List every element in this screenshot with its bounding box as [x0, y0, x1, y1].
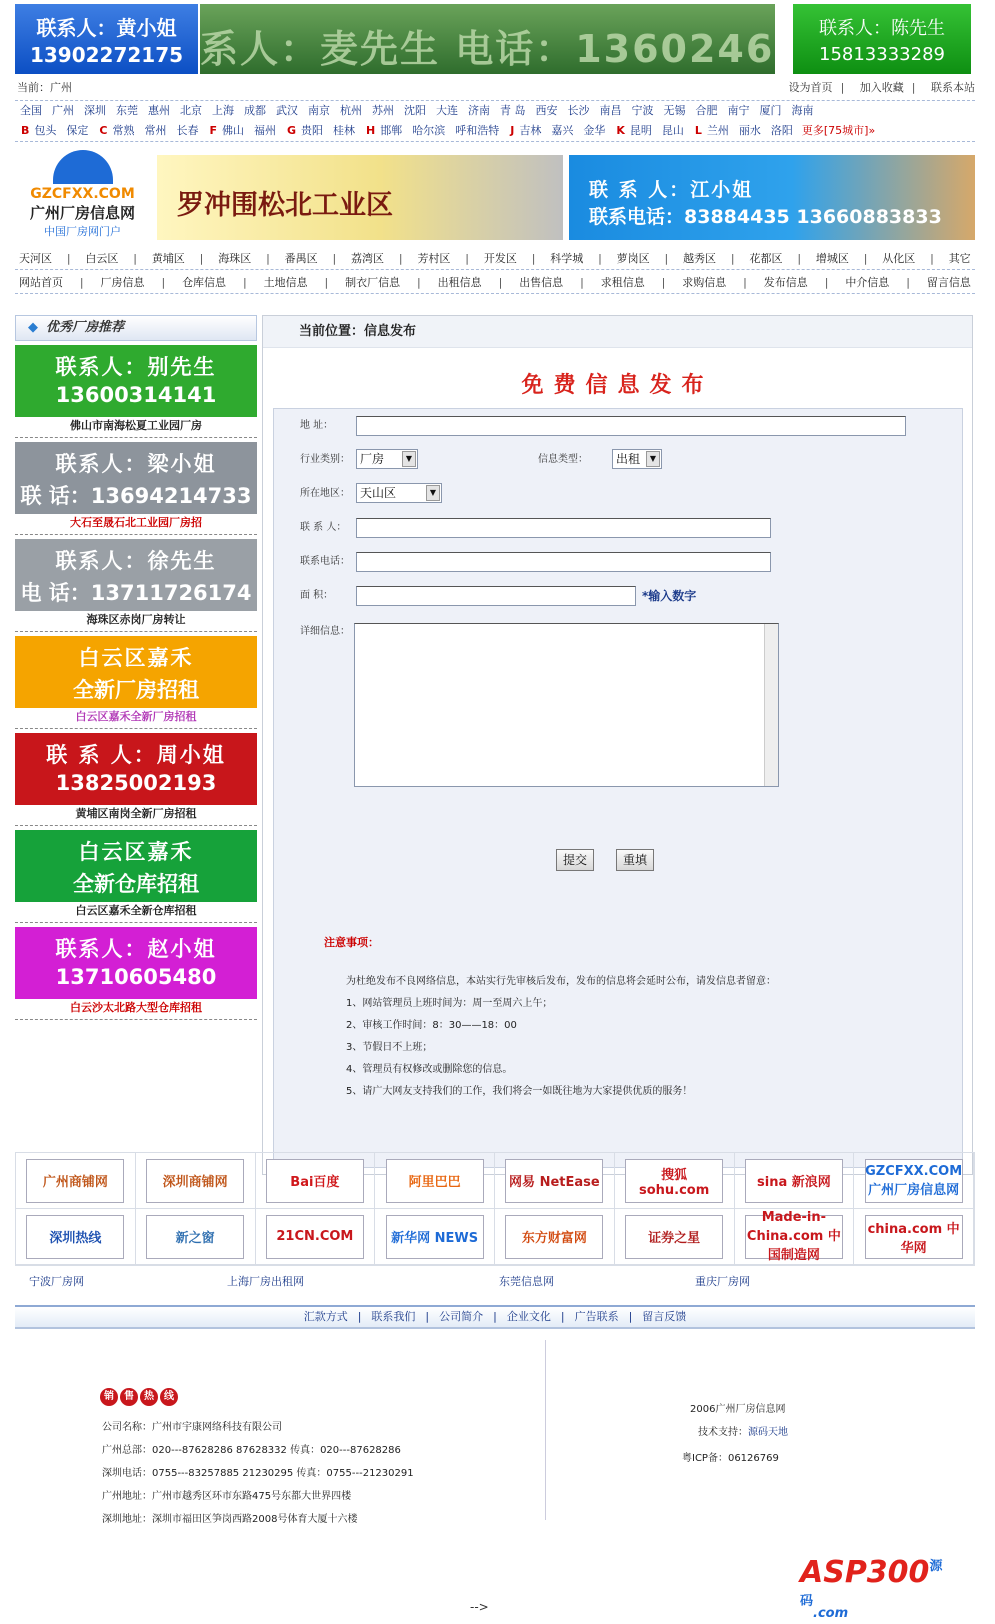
nav-separator: | [417, 276, 421, 289]
main-nav-item[interactable]: 留言信息 [926, 276, 971, 289]
friend-links [15, 1273, 975, 1293]
city-letter: K [616, 124, 625, 137]
partner-cell [256, 1209, 376, 1265]
tech-support-label: 技术支持： [698, 1427, 748, 1438]
nav-separator: | [242, 276, 247, 289]
location-bar [17, 79, 975, 95]
partner-logo[interactable]: 证券之星 [625, 1215, 723, 1259]
footer-nav-separator: | [357, 1310, 362, 1323]
district-nav-item[interactable]: 荔湾区 [351, 252, 385, 265]
district-nav-item[interactable]: 花都区 [749, 252, 783, 265]
city-link[interactable]: 嘉兴 [551, 124, 574, 137]
city-link[interactable]: 上海 [212, 104, 234, 117]
nav-separator: | [661, 276, 666, 289]
banner-left-contact: 联系人：黄小姐 [36, 16, 177, 40]
sidebar-ad-line1: 联系人：别先生 [55, 355, 217, 379]
sidebar-ad-line2: 全新仓库招租 [73, 872, 199, 896]
sidebar-ad-image[interactable] [15, 539, 257, 611]
city-link[interactable]: 苏州 [372, 104, 394, 117]
city-link[interactable]: 丽水 [738, 124, 761, 137]
sidebar-ad-line1: 白云区嘉禾 [78, 646, 194, 670]
partner-logo[interactable]: 搜狐 sohu.com [625, 1159, 723, 1203]
asp300-logo-cn: 源码 [800, 1559, 943, 1609]
nav-separator: | [930, 252, 934, 265]
info-type-select-value: 出租 [616, 452, 641, 466]
partner-logo[interactable]: 深圳热线 [26, 1215, 124, 1259]
nav-separator: | [598, 252, 602, 265]
contact-label: 联 系 人： [300, 522, 347, 533]
sidebar-ad[interactable] [15, 733, 257, 826]
main-nav-item[interactable]: 求租信息 [600, 276, 645, 289]
icp-record: 粤ICP备：06126769 [682, 1453, 779, 1464]
district-nav-item[interactable]: 海珠区 [218, 252, 252, 265]
sidebar-ad[interactable] [15, 830, 257, 923]
sidebar-ad-image[interactable] [15, 442, 257, 514]
banner-left-phone: 13902272175 [29, 43, 184, 67]
footer-nav-item[interactable]: 广告联系 [574, 1310, 619, 1323]
notice-item: 2、审核工作时间：8：30——18：00 [346, 1020, 517, 1031]
main-nav-item[interactable]: 出租信息 [437, 276, 482, 289]
sidebar-ad[interactable] [15, 442, 257, 535]
city-letter: F [209, 124, 217, 137]
current-city: 当前：广州 [17, 81, 72, 94]
nav-separator: | [199, 252, 204, 265]
phone-input[interactable] [356, 552, 771, 572]
footer-nav-item[interactable]: 汇款方式 [303, 1310, 348, 1323]
city-link[interactable]: 深圳 [84, 104, 106, 117]
sidebar-ad-caption[interactable]: 大石至晟石北工业园厂房招 [70, 516, 202, 529]
partner-cell [615, 1153, 735, 1209]
nav-separator: | [161, 276, 166, 289]
nav-separator: | [79, 276, 84, 289]
city-link[interactable]: 长春 [176, 124, 199, 137]
sidebar-ad-line1: 联系人：徐先生 [55, 549, 217, 573]
partner-cell [375, 1153, 495, 1209]
partner-logo[interactable]: 新之窗 [146, 1215, 244, 1259]
banner-ad-left[interactable] [15, 4, 198, 74]
company-name: 公司名称：广州市宇康网络科技有限公司 [102, 1422, 282, 1433]
banner-ad-right[interactable] [793, 4, 971, 74]
partner-logo[interactable]: 新华网 NEWS [386, 1215, 484, 1259]
sidebar-ad[interactable] [15, 636, 257, 729]
address-label: 地 址： [300, 420, 334, 431]
nav-separator: | [664, 252, 669, 265]
sidebar-ad[interactable] [15, 539, 257, 632]
area-input[interactable] [356, 586, 636, 606]
partner-cell [735, 1209, 855, 1265]
partner-logo[interactable]: 深圳商铺网 [146, 1159, 244, 1203]
area-hint: *输入数字 [642, 589, 697, 603]
city-link[interactable]: 昆明 [629, 124, 652, 137]
partner-cell [854, 1209, 974, 1265]
city-link[interactable]: 常熟 [112, 124, 135, 137]
chevron-down-icon: ▼ [426, 485, 440, 501]
tech-support-link[interactable]: 源码天地 [748, 1427, 788, 1438]
footer-divider [545, 1340, 546, 1520]
sidebar-ad-line2: 13710605480 [55, 965, 217, 989]
sidebar-ad-caption[interactable]: 白云沙太北路大型仓库招租 [70, 1001, 202, 1014]
partner-cell [375, 1209, 495, 1265]
sz-phone: 深圳电话：0755---83257885 21230295 传真：0755---21230291 [102, 1468, 414, 1479]
asp300-logo-text: ASP300 [800, 1555, 930, 1590]
partner-cell [854, 1153, 974, 1209]
main-nav-item[interactable]: 求购信息 [682, 276, 727, 289]
nav-separator: | [797, 252, 802, 265]
city-link[interactable]: 西安 [535, 104, 558, 117]
sidebar-ad-line2: 13825002193 [55, 771, 217, 795]
nav-separator: | [465, 252, 469, 265]
nav-separator: | [332, 252, 337, 265]
sidebar-ad-caption[interactable]: 海珠区赤岗厂房转让 [86, 613, 186, 626]
sidebar-ad-line2: 联 话：13694214733 [20, 484, 252, 508]
sz-address: 深圳地址：深圳市福田区笋岗西路2008号体育大厦十六楼 [102, 1514, 358, 1525]
sidebar-ad-line2: 全新厂房招租 [73, 678, 199, 702]
notice-item: 1、网站管理员上班时间为：周一至周六上午； [346, 998, 553, 1009]
city-link[interactable]: 呼和浩特 [455, 124, 500, 137]
tech-support [698, 1423, 788, 1438]
submit-button[interactable]: 提交 [556, 849, 594, 871]
district-nav-item[interactable]: 从化区 [882, 252, 916, 265]
nav-separator: | [531, 252, 536, 265]
main-nav-item[interactable]: 网站首页 [19, 276, 63, 289]
city-link[interactable]: 厦门 [759, 104, 782, 117]
partner-logo[interactable]: china.com 中华网 [865, 1215, 963, 1259]
sidebar-ad-line1: 联 系 人：周小姐 [46, 743, 226, 767]
sidebar-ad-caption[interactable]: 佛山市南海松夏工业园厂房 [70, 419, 202, 432]
detail-textarea[interactable] [354, 623, 779, 787]
notice-list [346, 971, 776, 1103]
reset-button[interactable]: 重填 [616, 849, 654, 871]
phone-row [300, 551, 355, 573]
breadcrumb: 当前位置：信息发布 [263, 316, 972, 348]
ad-banner-middle[interactable] [157, 155, 563, 240]
partner-logo[interactable]: 21CN.COM [266, 1215, 364, 1259]
address-input[interactable] [356, 416, 906, 436]
friend-link[interactable]: 重庆厂房网 [695, 1275, 750, 1288]
nav-separator: | [743, 276, 747, 289]
sidebar-title [15, 315, 257, 341]
district-nav-item[interactable]: 越秀区 [683, 252, 717, 265]
city-letter: B [21, 124, 30, 137]
nav-separator: | [906, 276, 910, 289]
partner-logo[interactable]: 网易 NetEase [505, 1159, 603, 1203]
district-nav-item[interactable]: 黄埔区 [151, 252, 185, 265]
footer-nav-separator: | [425, 1310, 430, 1323]
main-nav-item[interactable]: 制衣厂信息 [345, 276, 401, 289]
banner-right-contact: 联系人：陈先生 [819, 18, 945, 39]
area-row [300, 585, 355, 607]
city-row-1 [15, 101, 975, 121]
city-link[interactable]: 保定 [66, 124, 89, 137]
publish-form [273, 408, 963, 1168]
contact-site-link[interactable]: 联系本站 [931, 81, 975, 94]
detail-row [300, 621, 355, 643]
nav-separator: | [66, 252, 71, 265]
city-letter: J [510, 124, 515, 137]
city-link[interactable]: 青 岛 [500, 104, 526, 117]
district-nav-item[interactable]: 科学城 [550, 252, 584, 265]
set-homepage-link[interactable]: 设为首页 [788, 81, 833, 94]
region-select[interactable] [356, 483, 442, 503]
nav-separator: | [863, 252, 868, 265]
page-tail: --> [470, 1600, 489, 1614]
city-link[interactable]: 福州 [253, 124, 276, 137]
hotline-char: 热 [140, 1388, 158, 1406]
partner-logo[interactable]: 东方财富网 [505, 1215, 603, 1259]
city-link[interactable]: 洛阳 [770, 124, 793, 137]
site-logo[interactable] [15, 150, 150, 240]
city-link[interactable]: 济南 [468, 104, 490, 117]
notice-title: 注意事项： [324, 936, 379, 949]
nav-separator: | [580, 276, 584, 289]
region-row [300, 483, 355, 505]
sidebar-ad-image[interactable] [15, 733, 257, 805]
notice-item: 为杜绝发布不良网络信息，本站实行先审核后发布，发布的信息将会延时公布，请发信息者留意： [346, 976, 776, 987]
ad-right-phone: 联系电话：83884435 13660883833 [589, 206, 942, 228]
footer-nav-separator: | [560, 1310, 565, 1323]
asp300-logo[interactable] [800, 1555, 965, 1621]
nav-separator: | [324, 276, 329, 289]
house-icon [53, 150, 113, 184]
friend-link[interactable]: 上海厂房出租网 [227, 1275, 304, 1288]
district-nav-item[interactable]: 白云区 [85, 252, 119, 265]
city-letter: H [366, 124, 376, 137]
footer-nav-separator: | [493, 1310, 497, 1323]
city-link[interactable]: 邯郸 [380, 124, 403, 137]
partner-logo[interactable]: 阿里巴巴 [386, 1159, 484, 1203]
city-link[interactable]: 武汉 [276, 104, 298, 117]
partner-cell [495, 1153, 615, 1209]
sidebar-ad[interactable] [15, 927, 257, 1020]
banner-ad-middle[interactable] [200, 4, 775, 74]
city-link[interactable]: 南京 [308, 104, 330, 117]
sidebar-ad-caption[interactable]: 白云区嘉禾全新仓库招租 [75, 904, 197, 917]
notice-item: 5、请广大网友支持我们的工作，我们将会一如既往地为大家提供优质的服务！ [346, 1086, 693, 1097]
sidebar [15, 315, 257, 1020]
sidebar-ad-image[interactable] [15, 927, 257, 999]
main-nav-item[interactable]: 仓库信息 [182, 276, 227, 289]
main-nav-item[interactable]: 土地信息 [263, 276, 308, 289]
city-link[interactable]: 成都 [244, 104, 266, 117]
district-nav-item[interactable]: 番禺区 [284, 252, 318, 265]
diamond-icon: ◆ [28, 320, 38, 335]
phone-label: 联系电话： [300, 556, 350, 567]
district-nav-item[interactable]: 芳村区 [417, 252, 451, 265]
info-type-row [538, 449, 593, 471]
footer-nav-item[interactable]: 企业文化 [506, 1310, 551, 1323]
industry-select[interactable] [356, 449, 418, 469]
sales-hotline-badge [100, 1388, 180, 1406]
city-link[interactable]: 贵阳 [301, 124, 324, 137]
asp300-logo-dot: .com [813, 1606, 849, 1621]
ad-banner-right[interactable] [569, 155, 975, 240]
contact-row [300, 517, 355, 539]
district-nav [15, 248, 975, 270]
main-nav-item[interactable]: 出售信息 [519, 276, 564, 289]
main-nav-item[interactable]: 厂房信息 [100, 276, 145, 289]
nav-separator: | [730, 252, 735, 265]
city-link[interactable]: 佛山 [221, 124, 244, 137]
partner-logos [15, 1152, 975, 1266]
sidebar-ad-image[interactable] [15, 345, 257, 417]
partner-logo[interactable]: GZCFXX.COM 广州厂房信息网 [865, 1159, 963, 1203]
city-link[interactable]: 常州 [144, 124, 167, 137]
city-link[interactable]: 南昌 [599, 104, 622, 117]
textarea-scrollbar[interactable] [764, 624, 778, 786]
page-title: 免费信息发布 [521, 373, 714, 398]
notice-item: 4、管理员有权修改或删除您的信息。 [346, 1064, 513, 1075]
sidebar-ad-caption[interactable]: 黄埔区南岗全新厂房招租 [75, 807, 197, 820]
city-link[interactable]: 兰州 [706, 124, 729, 137]
nav-separator: | [266, 252, 270, 265]
industry-label: 行业类别： [300, 454, 350, 465]
detail-label: 详细信息： [300, 626, 350, 637]
city-letter: C [99, 124, 108, 137]
sidebar-title-text: 优秀厂房推荐 [46, 320, 125, 335]
sidebar-ad-line2: 13600314141 [55, 383, 217, 407]
city-list [15, 100, 975, 142]
partner-cell [735, 1153, 855, 1209]
friend-link[interactable]: 宁波厂房网 [29, 1275, 84, 1288]
partner-logo[interactable]: sina 新浪网 [745, 1159, 843, 1203]
sidebar-ad-line1: 白云区嘉禾 [78, 840, 194, 864]
region-label: 所在地区： [300, 488, 350, 499]
partner-cell [256, 1153, 376, 1209]
city-link[interactable]: 昆山 [661, 124, 684, 137]
city-link[interactable]: 吉林 [519, 124, 542, 137]
banner-mid-text: 系人：麦先生 电话：1360246 [200, 27, 775, 71]
city-letter: G [286, 124, 297, 137]
sidebar-ad-image[interactable] [15, 636, 257, 708]
top-banner [15, 4, 975, 74]
city-link[interactable]: 哈尔滨 [412, 124, 446, 137]
city-link[interactable]: 东莞 [116, 104, 138, 117]
district-nav-item[interactable]: 萝岗区 [616, 252, 650, 265]
footer-nav-separator: | [628, 1310, 633, 1323]
contact-input[interactable] [356, 518, 771, 538]
city-link[interactable]: 宁波 [631, 104, 654, 117]
chevron-down-icon: ▼ [646, 451, 660, 467]
main-nav-item[interactable]: 发布信息 [763, 276, 808, 289]
city-link[interactable]: 惠州 [148, 104, 170, 117]
hotline-char: 销 [100, 1388, 118, 1406]
region-select-value: 天山区 [360, 486, 397, 500]
city-link[interactable]: 海南 [791, 104, 814, 117]
main-panel [262, 315, 973, 1175]
partner-logo[interactable]: 广州商铺网 [26, 1159, 124, 1203]
banner-right-phone: 15813333289 [819, 44, 945, 65]
partner-cell [136, 1209, 256, 1265]
logo-en: GZCFXX.COM [30, 186, 135, 202]
city-link[interactable]: 沈阳 [404, 104, 426, 117]
sidebar-ad-image[interactable] [15, 830, 257, 902]
gz-address: 广州地址：广州市越秀区环市东路475号东都大世界四楼 [102, 1491, 352, 1502]
address-row [300, 415, 355, 437]
city-link[interactable]: 桂林 [333, 124, 356, 137]
nav-separator: | [133, 252, 137, 265]
partner-logo[interactable]: Made-in-China.com 中国制造网 [745, 1215, 843, 1259]
notice-item: 3、节假日不上班； [346, 1042, 433, 1053]
partner-cell [16, 1209, 136, 1265]
friend-link[interactable]: 东莞信息网 [499, 1275, 554, 1288]
chevron-down-icon: ▼ [402, 451, 416, 467]
footer-nav-item[interactable]: 公司简介 [439, 1310, 484, 1323]
partner-cell [136, 1153, 256, 1209]
city-link[interactable]: 大连 [436, 104, 458, 117]
footer-nav-item[interactable]: 留言反馈 [642, 1310, 687, 1323]
city-link[interactable]: 全国 [20, 104, 42, 117]
more-cities-link[interactable]: 更多[75城市]» [801, 124, 876, 137]
ad-mid-text: 罗冲围松北工业区 [177, 190, 393, 221]
nav-separator: | [824, 276, 829, 289]
sidebar-ad-line2: 电 话：13711726174 [20, 581, 252, 605]
city-letter: L [694, 124, 702, 137]
info-type-label: 信息类型： [538, 454, 588, 465]
city-link[interactable]: 包头 [34, 124, 57, 137]
info-type-select[interactable] [612, 449, 662, 469]
city-link[interactable]: 长沙 [567, 104, 590, 117]
city-link[interactable]: 金华 [583, 124, 606, 137]
copyright: 2006广州厂房信息网 [690, 1404, 786, 1415]
city-link[interactable]: 杭州 [340, 104, 362, 117]
district-nav-item[interactable]: 其它 [948, 252, 971, 265]
main-nav [15, 272, 975, 294]
hotline-char: 线 [160, 1388, 178, 1406]
hotline-char: 售 [120, 1388, 138, 1406]
footer-nav-item[interactable]: 联系我们 [371, 1310, 416, 1323]
partner-cell [16, 1153, 136, 1209]
district-nav-item[interactable]: 天河区 [19, 252, 52, 265]
logo-cn: 广州厂房信息网 [29, 204, 135, 222]
nav-separator: | [498, 276, 503, 289]
partner-cell [495, 1209, 615, 1265]
partner-cell [615, 1209, 735, 1265]
city-link[interactable]: 北京 [180, 104, 202, 117]
district-nav-item[interactable]: 开发区 [483, 252, 517, 265]
sidebar-ad[interactable] [15, 345, 257, 438]
industry-row [300, 449, 355, 471]
city-link[interactable]: 无锡 [663, 104, 686, 117]
city-link[interactable]: 南宁 [727, 104, 750, 117]
add-favorite-link[interactable]: 加入收藏 [859, 81, 904, 94]
city-row-2 [15, 121, 975, 141]
site-links: 设为首页 | 加入收藏 | 联系本站 [788, 81, 975, 94]
logo-sub: 中国厂房网门户 [44, 225, 121, 238]
main-nav-item[interactable]: 中介信息 [845, 276, 890, 289]
ad-right-contact: 联 系 人：江小姐 [589, 179, 754, 201]
gz-hq-phone: 广州总部：020---87628286 87628332 传真：020---87628286 [102, 1445, 401, 1456]
area-label: 面 积： [300, 590, 334, 601]
city-link[interactable]: 广州 [52, 104, 74, 117]
partner-logo[interactable]: Bai百度 [266, 1159, 364, 1203]
sidebar-ad-caption[interactable]: 白云区嘉禾全新厂房招租 [75, 710, 197, 723]
footer-nav [15, 1305, 975, 1329]
city-link[interactable]: 合肥 [695, 104, 718, 117]
sidebar-ad-line1: 联系人：梁小姐 [55, 452, 217, 476]
industry-select-value: 厂房 [360, 452, 385, 466]
sidebar-ad-line1: 联系人：赵小姐 [55, 937, 217, 961]
nav-separator: | [398, 252, 403, 265]
district-nav-item[interactable]: 增城区 [815, 252, 849, 265]
